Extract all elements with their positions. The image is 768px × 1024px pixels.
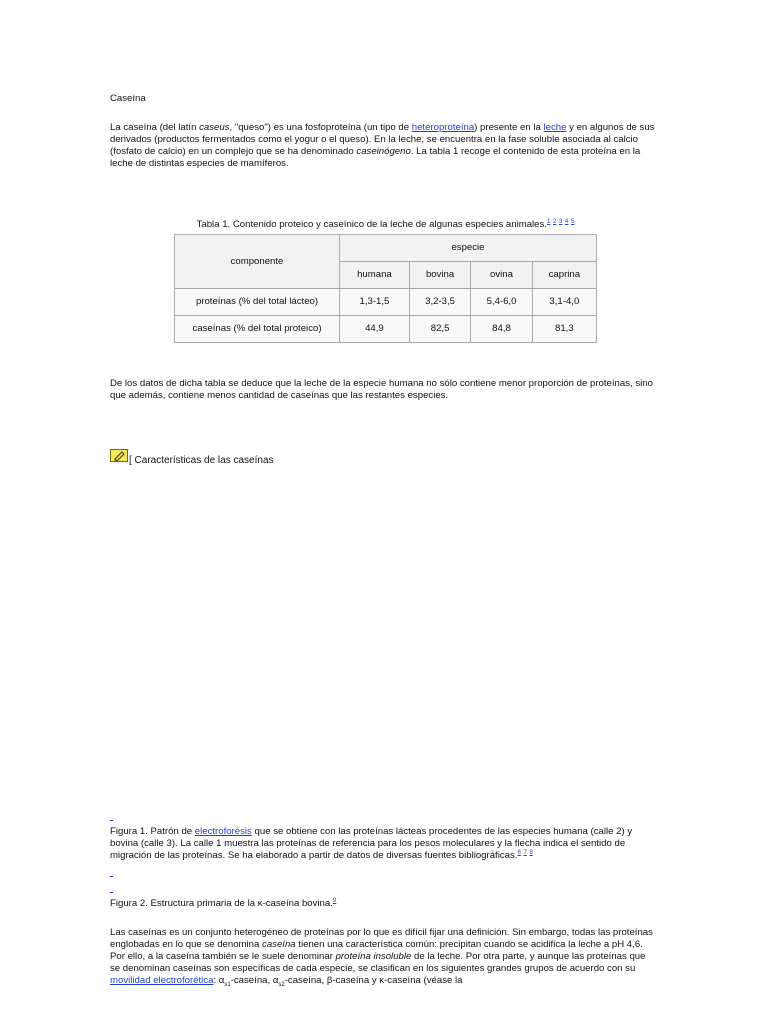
movilidad-electroforetica-link[interactable]: movilidad electroforética bbox=[110, 975, 214, 986]
table-cell: 1,3-1,5 bbox=[340, 289, 410, 316]
conclusion-paragraph: De los datos de dicha tabla se deduce que la leche de la especie humana no sólo contiene menor proporción de proteínas, sino que además, contiene menos cantidad de caseínas que las restantes especies. bbox=[110, 378, 653, 401]
figure2-ref-9[interactable]: 9 bbox=[332, 898, 337, 904]
header-humana: humana bbox=[340, 262, 410, 289]
pencil-icon bbox=[111, 450, 127, 461]
body-paragraph: Las caseínas es un conjunto heterogéneo de proteínas por lo que es difícil fijar una definición. Sin embargo, todas las proteínas englobadas en lo que se denomina caseína tienen una característica común: precipitan cuando se acidifica la leche a pH 4,6. Por ello, a la caseína también se le suele denominar proteína insoluble de la leche. Por otra parte, y aunque las proteínas que se denominan caseínas son específicas de cada especie, se clasifican en los siguientes grandes grupos de acuerdo con su movilidad electroforética: $\alpha_{s1}$-caseína, $\alpha_{s2}$-caseína, β-caseína y κ-caseína (véase la bbox=[110, 927, 653, 988]
table-row bbox=[175, 316, 597, 343]
caption-ref-2[interactable]: 2 bbox=[553, 218, 557, 225]
casein-table-block bbox=[174, 218, 597, 343]
table-cell: 5,4-6,0 bbox=[471, 289, 532, 316]
leche-link[interactable]: leche bbox=[543, 122, 567, 133]
table-cell: 82,5 bbox=[409, 316, 470, 343]
header-ovina: ovina bbox=[471, 262, 532, 289]
electroforesis-link[interactable]: electroforésis bbox=[194, 826, 252, 837]
table-caption: Tabla 1. Contenido proteico y caseínico de la leche de algunas especies animales.$^1$ $^2$ $^3$ $^4$ $^5$ bbox=[196, 218, 575, 230]
figure1-ref-6[interactable]: 6 bbox=[517, 850, 521, 856]
heteroproteina-link[interactable]: heteroproteína bbox=[411, 122, 475, 133]
caseina-term: caseína bbox=[262, 939, 296, 950]
proteina-insoluble-term: proteína insoluble bbox=[335, 951, 412, 962]
table-cell: 84,8 bbox=[471, 316, 532, 343]
caseus-term: caseus bbox=[199, 122, 230, 133]
edit-icon[interactable] bbox=[110, 449, 128, 462]
figure1-caption: Figura 1. Patrón de electroforésis que se obtiene con las proteínas lácteas procedentes de las especies humana (calle 2) y bovina (calle 3). La calle 1 muestra las proteínas de referencia para los pesos moleculares y la flecha indica el sentido de migración de las proteínas. Se ha elaborado a partir de datos de diversas fuentes bibliográficas.$^6$ $^7$ $^8$ bbox=[110, 826, 633, 862]
row-label: proteínas (% del total lácteo) bbox=[175, 289, 340, 316]
figure1-image-link[interactable] bbox=[110, 820, 113, 821]
header-especie: especie bbox=[340, 235, 597, 262]
table-cell: 3,2-3,5 bbox=[409, 289, 470, 316]
caption-ref-1[interactable]: 1 bbox=[547, 218, 551, 225]
header-componente: componente bbox=[175, 235, 340, 289]
caption-ref-4[interactable]: 4 bbox=[565, 218, 569, 225]
table-cell: 81,3 bbox=[532, 316, 596, 343]
figure-separator-link[interactable] bbox=[110, 876, 113, 877]
header-bovina: bovina bbox=[409, 262, 470, 289]
caption-ref-3[interactable]: 3 bbox=[559, 218, 563, 225]
figure2-caption: Figura 2. Estructura primaria de la κ-caseína bovina.$^9$ bbox=[110, 898, 337, 910]
casein-content-table bbox=[174, 234, 597, 343]
caption-ref-5[interactable]: 5 bbox=[571, 218, 575, 225]
caseinogeno-term: caseinógeno bbox=[356, 146, 411, 157]
intro-paragraph: La caseína (del latín caseus, "queso") es una fosfoproteína (un tipo de heteroproteína) presente en la leche y en algunos de sus derivados (productos fermentados como el yogur o el queso). En la leche, se encuentra en la fase soluble asociada al calcio (fosfato de calcio) en un complejo que se ha denominado caseinógeno. La tabla 1 recoge el contenido de esta proteína en la leche de distintas especies de mamíferos. bbox=[110, 122, 655, 169]
page-title: Caseína bbox=[110, 93, 146, 104]
table-cell: 44,9 bbox=[340, 316, 410, 343]
table-cell: 3,1-4,0 bbox=[532, 289, 596, 316]
figure1-ref-8[interactable]: 8 bbox=[529, 850, 533, 856]
figure1-ref-7[interactable]: 7 bbox=[523, 850, 527, 856]
figure2-image-link[interactable] bbox=[110, 892, 113, 893]
section-heading: [ Características de las caseínas bbox=[129, 455, 274, 466]
row-label: caseínas (% del total proteico) bbox=[175, 316, 340, 343]
table-row bbox=[175, 289, 597, 316]
header-caprina: caprina bbox=[532, 262, 596, 289]
